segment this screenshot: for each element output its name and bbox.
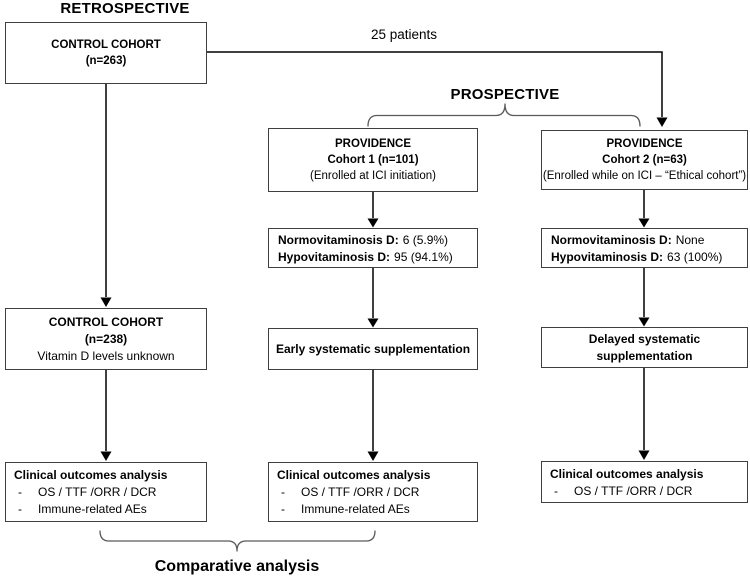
vitamin-status-cohort2-box: [541, 228, 748, 268]
bullet-text: OS / TTF /ORR / DCR: [574, 484, 693, 498]
outcomes-cohort2-box: [541, 461, 748, 503]
control-cohort-263-box: [5, 22, 207, 84]
vitamin-status-cohort1-box: [268, 228, 478, 268]
providence-cohort2-box: [541, 130, 748, 190]
normovitaminosis-label: Normovitaminosis D:: [551, 233, 672, 247]
normovitaminosis-value: None: [675, 233, 705, 247]
arrowhead-down-icon: [639, 451, 650, 461]
box-line: CONTROL COHORT: [48, 314, 164, 329]
hypovitaminosis-label: Hypovitaminosis D:: [551, 250, 664, 264]
bullet-item: [14, 501, 200, 518]
early-supplementation-box: [268, 328, 478, 370]
box-line: (n=263): [85, 55, 127, 67]
arrow-vitamin1-to-early-supplementation: [368, 268, 379, 328]
box-line: (n=238): [84, 331, 128, 346]
vitamin-line: [278, 249, 471, 266]
arrow-cohort1-to-vitamin: [368, 192, 379, 228]
bullet-text: Immune-related AEs: [38, 502, 147, 516]
vitamin-line: [551, 249, 741, 266]
bullet-text: OS / TTF /ORR / DCR: [38, 485, 157, 499]
arrowhead-down-icon: [657, 118, 668, 128]
box-line: Delayed systematic supplementation: [588, 331, 701, 363]
prospective-heading: PROSPECTIVE: [450, 86, 560, 103]
bullet-marker: -: [18, 485, 22, 499]
bullet-item: [277, 501, 471, 518]
bullet-text: OS / TTF /ORR / DCR: [301, 485, 420, 499]
arrow-control-to-followup: [101, 84, 112, 307]
retrospective-heading: RETROSPECTIVE: [60, 0, 190, 17]
hypovitaminosis-value: 95 (94.1%): [394, 250, 453, 264]
arrowhead-down-icon: [639, 318, 650, 327]
box-line: (Enrolled at ICI initiation): [310, 170, 436, 182]
box-line: PROVIDENCE: [334, 138, 412, 150]
arrow-cohort2-to-vitamin: [639, 190, 650, 228]
comparative-analysis-heading: Comparative analysis: [154, 558, 320, 575]
comparative-analysis-brace: [100, 531, 375, 551]
box-title: Clinical outcomes analysis: [550, 467, 704, 481]
bullet-item: [550, 483, 741, 500]
bullet-marker: -: [18, 502, 22, 516]
normovitaminosis-value: 6 (5.9%): [402, 233, 449, 247]
arrowhead-down-icon: [101, 452, 112, 462]
box-title: Clinical outcomes analysis: [277, 468, 431, 482]
prospective-brace: [368, 104, 640, 126]
bullet-marker: -: [281, 502, 285, 516]
box-line: (Enrolled while on ICI – “Ethical cohort”): [542, 170, 747, 182]
bullet-marker: -: [554, 484, 558, 498]
normovitaminosis-label: Normovitaminosis D:: [278, 233, 399, 247]
box-line: CONTROL COHORT: [51, 39, 161, 51]
vitamin-line: [551, 232, 741, 249]
box-line: PROVIDENCE: [606, 138, 683, 150]
control-cohort-238-box: [5, 308, 207, 370]
hypovitaminosis-value: 63 (100%): [667, 250, 723, 264]
arrow-delayed-to-outcomes: [639, 368, 650, 460]
box-line: Cohort 1 (n=101): [327, 154, 419, 166]
arrow-followup-to-outcomes: [101, 370, 112, 461]
box-title: Clinical outcomes analysis: [14, 468, 168, 482]
arrowhead-down-icon: [101, 298, 112, 308]
arrowhead-down-icon: [368, 319, 379, 328]
box-line: Vitamin D levels unknown: [37, 348, 175, 363]
arrowhead-down-icon: [368, 219, 379, 228]
vitamin-line: [278, 232, 471, 249]
elbow-line: [207, 52, 662, 117]
bullet-text: Immune-related AEs: [301, 502, 410, 516]
outcomes-cohort1-box: [268, 462, 478, 522]
bullet-item: [277, 484, 471, 501]
arrow-early-to-outcomes: [368, 370, 379, 461]
arrowhead-down-icon: [368, 452, 379, 462]
bullet-item: [14, 484, 200, 501]
patients-transfer-label: 25 patients: [370, 27, 438, 42]
box-line: Early systematic supplementation: [275, 341, 471, 356]
arrowhead-down-icon: [639, 219, 650, 228]
box-line: Cohort 2 (n=63): [602, 154, 687, 166]
delayed-supplementation-box: [541, 327, 748, 368]
arrow-vitamin2-to-delayed-supplementation: [639, 268, 650, 327]
providence-cohort1-box: [268, 128, 478, 192]
outcomes-control-box: [5, 462, 207, 522]
hypovitaminosis-label: Hypovitaminosis D:: [278, 250, 391, 264]
bullet-marker: -: [281, 485, 285, 499]
